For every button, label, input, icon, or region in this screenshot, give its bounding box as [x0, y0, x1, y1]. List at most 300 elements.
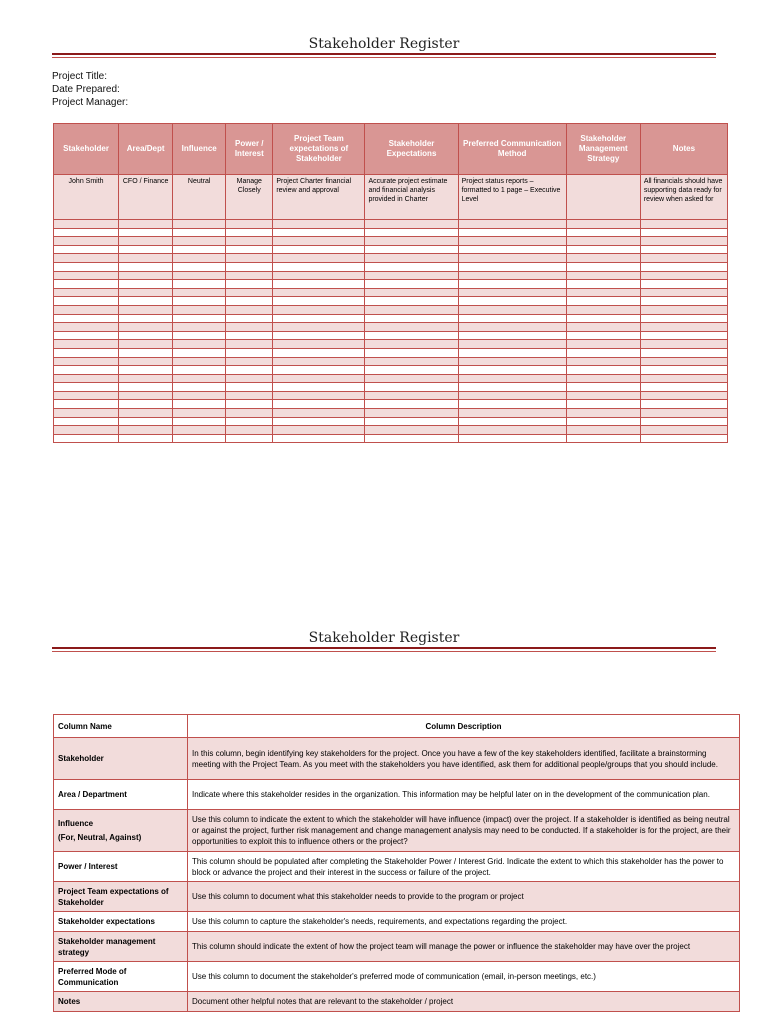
col-communication-method: Preferred Communication Method — [458, 124, 566, 175]
empty-cell[interactable] — [54, 426, 119, 435]
row-name-main: Influence — [58, 819, 94, 828]
cell-area-dept[interactable]: CFO / Finance — [119, 175, 173, 220]
row-name: Stakeholder expectations — [54, 912, 188, 932]
empty-cell[interactable] — [458, 409, 566, 418]
empty-cell[interactable] — [640, 409, 727, 418]
empty-cell[interactable] — [173, 426, 226, 435]
empty-cell[interactable] — [273, 366, 365, 375]
empty-cell[interactable] — [365, 357, 458, 366]
row-description: Use this column to document the stakeholder's preferred mode of communication (email, in-person meetings, etc.) — [188, 962, 740, 992]
empty-cell[interactable] — [54, 314, 119, 323]
cell-power-interest[interactable]: Manage Closely — [226, 175, 273, 220]
empty-cell[interactable] — [119, 254, 173, 263]
empty-cell[interactable] — [54, 374, 119, 383]
empty-cell[interactable] — [119, 400, 173, 409]
empty-cell[interactable] — [119, 331, 173, 340]
empty-cell[interactable] — [458, 366, 566, 375]
cell-team-expectations[interactable]: Project Charter financial review and approval — [273, 175, 365, 220]
empty-cell[interactable] — [119, 417, 173, 426]
row-name: Project Team expectations of Stakeholder — [54, 882, 188, 912]
table-row — [54, 280, 728, 289]
cell-stakeholder-expectations[interactable]: Accurate project estimate and financial analysis provided in Charter — [365, 175, 458, 220]
empty-cell[interactable] — [458, 254, 566, 263]
empty-cell[interactable] — [566, 237, 640, 246]
empty-cell[interactable] — [640, 245, 727, 254]
empty-cell[interactable] — [365, 280, 458, 289]
empty-cell[interactable] — [226, 409, 273, 418]
empty-cell[interactable] — [119, 426, 173, 435]
table-row — [54, 297, 728, 306]
empty-cell[interactable] — [640, 254, 727, 263]
empty-cell[interactable] — [119, 374, 173, 383]
empty-cell[interactable] — [119, 262, 173, 271]
empty-cell[interactable] — [54, 348, 119, 357]
empty-cell[interactable] — [273, 391, 365, 400]
empty-cell[interactable] — [273, 383, 365, 392]
title-rule — [52, 53, 716, 55]
empty-cell[interactable] — [458, 417, 566, 426]
empty-cell[interactable] — [226, 426, 273, 435]
empty-cell[interactable] — [640, 357, 727, 366]
empty-cell[interactable] — [273, 237, 365, 246]
table-row — [54, 417, 728, 426]
col-power-interest: Power / Interest — [226, 124, 273, 175]
empty-cell[interactable] — [365, 348, 458, 357]
empty-cell[interactable] — [566, 314, 640, 323]
row-description: Use this column to document what this stakeholder needs to provide to the program or project — [188, 882, 740, 912]
empty-cell[interactable] — [226, 314, 273, 323]
empty-cell[interactable] — [173, 228, 226, 237]
empty-cell[interactable] — [54, 228, 119, 237]
empty-cell[interactable] — [458, 297, 566, 306]
empty-cell[interactable] — [119, 391, 173, 400]
table-row — [54, 175, 728, 220]
empty-cell[interactable] — [458, 314, 566, 323]
empty-cell[interactable] — [640, 297, 727, 306]
empty-cell[interactable] — [226, 262, 273, 271]
empty-cell[interactable] — [273, 434, 365, 443]
empty-cell[interactable] — [566, 417, 640, 426]
col-area-dept: Area/Dept — [119, 124, 173, 175]
empty-cell[interactable] — [458, 391, 566, 400]
empty-cell[interactable] — [226, 237, 273, 246]
empty-cell[interactable] — [640, 305, 727, 314]
empty-cell[interactable] — [54, 245, 119, 254]
empty-cell[interactable] — [54, 297, 119, 306]
row-description: Use this column to indicate the extent to which the stakeholder will have influence (impact) over the project. If a stakeholder is identified as being neutral or against the project, further risk management and change management analysis may need to be conducted. If a stakeholder is for the project, are their opportunities to exploit this to influence others or the project? — [188, 810, 740, 852]
empty-cell[interactable] — [365, 374, 458, 383]
empty-cell[interactable] — [566, 434, 640, 443]
empty-cell[interactable] — [173, 262, 226, 271]
empty-cell[interactable] — [566, 426, 640, 435]
empty-cell[interactable] — [566, 400, 640, 409]
table-row — [54, 366, 728, 375]
empty-cell[interactable] — [566, 340, 640, 349]
page2-title-rule — [52, 647, 716, 649]
empty-cell[interactable] — [226, 220, 273, 229]
empty-cell[interactable] — [54, 391, 119, 400]
empty-cell[interactable] — [458, 331, 566, 340]
empty-cell[interactable] — [119, 228, 173, 237]
empty-cell[interactable] — [566, 288, 640, 297]
table-row — [54, 426, 728, 435]
empty-cell[interactable] — [226, 305, 273, 314]
table-row — [54, 400, 728, 409]
empty-cell[interactable] — [640, 237, 727, 246]
empty-cell[interactable] — [119, 305, 173, 314]
empty-cell[interactable] — [365, 305, 458, 314]
empty-cell[interactable] — [173, 391, 226, 400]
desc-header-row — [54, 715, 740, 738]
empty-cell[interactable] — [566, 280, 640, 289]
empty-cell[interactable] — [458, 400, 566, 409]
empty-cell[interactable] — [226, 228, 273, 237]
empty-cell[interactable] — [640, 383, 727, 392]
row-description: Indicate where this stakeholder resides in the organization. This information may be helpful later on in the development of the communication plan. — [188, 780, 740, 810]
table-row — [54, 932, 740, 962]
empty-cell[interactable] — [119, 340, 173, 349]
empty-cell[interactable] — [458, 228, 566, 237]
empty-cell[interactable] — [640, 366, 727, 375]
col-management-strategy: Stakeholder Management Strategy — [566, 124, 640, 175]
empty-cell[interactable] — [566, 305, 640, 314]
empty-cell[interactable] — [365, 323, 458, 332]
empty-cell[interactable] — [566, 383, 640, 392]
empty-cell[interactable] — [226, 297, 273, 306]
empty-cell[interactable] — [173, 323, 226, 332]
col-team-expectations: Project Team expectations of Stakeholder — [273, 124, 365, 175]
empty-cell[interactable] — [458, 305, 566, 314]
empty-cell[interactable] — [365, 391, 458, 400]
empty-cell[interactable] — [458, 357, 566, 366]
table-row — [54, 391, 728, 400]
empty-cell[interactable] — [365, 366, 458, 375]
empty-cell[interactable] — [640, 417, 727, 426]
empty-cell[interactable] — [173, 314, 226, 323]
empty-cell[interactable] — [458, 374, 566, 383]
cell-notes[interactable]: All financials should have supporting data ready for review when asked for — [640, 175, 727, 220]
empty-cell[interactable] — [640, 391, 727, 400]
row-description: This column should be populated after completing the Stakeholder Power / Interest Grid. Indicate the extent to which this stakeholder has the power to block or advance the project and their interest in the success or failure of the project. — [188, 852, 740, 882]
empty-cell[interactable] — [640, 314, 727, 323]
empty-cell[interactable] — [54, 340, 119, 349]
table-row — [54, 271, 728, 280]
empty-cell[interactable] — [119, 271, 173, 280]
cell-influence[interactable]: Neutral — [173, 175, 226, 220]
empty-cell[interactable] — [119, 409, 173, 418]
empty-cell[interactable] — [640, 228, 727, 237]
empty-cell[interactable] — [640, 220, 727, 229]
empty-cell[interactable] — [173, 245, 226, 254]
empty-cell[interactable] — [273, 288, 365, 297]
empty-cell[interactable] — [566, 245, 640, 254]
empty-cell[interactable] — [365, 228, 458, 237]
empty-cell[interactable] — [640, 374, 727, 383]
empty-cell[interactable] — [226, 331, 273, 340]
empty-cell[interactable] — [226, 340, 273, 349]
table-row — [54, 331, 728, 340]
empty-cell[interactable] — [640, 323, 727, 332]
empty-cell[interactable] — [226, 280, 273, 289]
empty-cell[interactable] — [273, 357, 365, 366]
empty-cell[interactable] — [458, 237, 566, 246]
stakeholder-register-table — [53, 123, 728, 443]
empty-cell[interactable] — [173, 237, 226, 246]
cell-stakeholder[interactable]: John Smith — [54, 175, 119, 220]
empty-cell[interactable] — [273, 409, 365, 418]
empty-cell[interactable] — [365, 297, 458, 306]
empty-cell[interactable] — [273, 245, 365, 254]
row-name: Power / Interest — [54, 852, 188, 882]
empty-cell[interactable] — [173, 366, 226, 375]
empty-cell[interactable] — [173, 383, 226, 392]
empty-cell[interactable] — [640, 288, 727, 297]
empty-cell[interactable] — [640, 262, 727, 271]
table-row — [54, 912, 740, 932]
empty-cell[interactable] — [365, 434, 458, 443]
empty-cell[interactable] — [54, 400, 119, 409]
empty-cell[interactable] — [365, 426, 458, 435]
empty-cell[interactable] — [119, 280, 173, 289]
empty-cell[interactable] — [566, 391, 640, 400]
empty-cell[interactable] — [365, 254, 458, 263]
empty-cell[interactable] — [54, 254, 119, 263]
empty-cell[interactable] — [54, 331, 119, 340]
empty-cell[interactable] — [365, 417, 458, 426]
empty-cell[interactable] — [566, 262, 640, 271]
empty-cell[interactable] — [54, 220, 119, 229]
empty-cell[interactable] — [273, 305, 365, 314]
empty-cell[interactable] — [226, 348, 273, 357]
empty-cell[interactable] — [365, 271, 458, 280]
table-row — [54, 434, 728, 443]
empty-cell[interactable] — [226, 383, 273, 392]
empty-cell[interactable] — [566, 409, 640, 418]
empty-cell[interactable] — [273, 348, 365, 357]
empty-cell[interactable] — [273, 417, 365, 426]
page2-title-rule-thin — [52, 651, 716, 652]
project-manager-field[interactable]: Project Manager: — [52, 97, 129, 108]
empty-cell[interactable] — [458, 340, 566, 349]
empty-cell[interactable] — [273, 254, 365, 263]
cell-communication-method[interactable]: Project status reports – formatted to 1 page – Executive Level — [458, 175, 566, 220]
column-name-header: Column Name — [54, 715, 188, 738]
empty-cell[interactable] — [273, 297, 365, 306]
empty-cell[interactable] — [119, 357, 173, 366]
table-row — [54, 357, 728, 366]
empty-cell[interactable] — [273, 220, 365, 229]
empty-cell[interactable] — [54, 383, 119, 392]
empty-cell[interactable] — [173, 374, 226, 383]
empty-cell[interactable] — [365, 340, 458, 349]
empty-cell[interactable] — [273, 340, 365, 349]
empty-cell[interactable] — [273, 228, 365, 237]
empty-cell[interactable] — [566, 357, 640, 366]
empty-cell[interactable] — [173, 271, 226, 280]
empty-cell[interactable] — [640, 434, 727, 443]
empty-cell[interactable] — [226, 357, 273, 366]
empty-cell[interactable] — [365, 245, 458, 254]
empty-cell[interactable] — [54, 305, 119, 314]
empty-cell[interactable] — [54, 409, 119, 418]
empty-cell[interactable] — [640, 271, 727, 280]
empty-cell[interactable] — [365, 383, 458, 392]
empty-cell[interactable] — [365, 237, 458, 246]
empty-cell[interactable] — [226, 245, 273, 254]
empty-cell[interactable] — [273, 271, 365, 280]
empty-cell[interactable] — [119, 245, 173, 254]
cell-management-strategy[interactable] — [566, 175, 640, 220]
empty-cell[interactable] — [273, 314, 365, 323]
empty-cell[interactable] — [273, 331, 365, 340]
empty-cell[interactable] — [226, 434, 273, 443]
row-name: Area / Department — [54, 780, 188, 810]
empty-cell[interactable] — [273, 426, 365, 435]
empty-cell[interactable] — [458, 348, 566, 357]
date-prepared-field[interactable]: Date Prepared: — [52, 84, 120, 95]
empty-cell[interactable] — [54, 288, 119, 297]
empty-cell[interactable] — [273, 400, 365, 409]
table-row — [54, 852, 740, 882]
empty-cell[interactable] — [54, 323, 119, 332]
empty-cell[interactable] — [226, 417, 273, 426]
table-row — [54, 254, 728, 263]
table-row — [54, 288, 728, 297]
empty-cell[interactable] — [54, 434, 119, 443]
empty-cell[interactable] — [54, 357, 119, 366]
empty-cell[interactable] — [119, 288, 173, 297]
empty-cell[interactable] — [226, 374, 273, 383]
empty-cell[interactable] — [173, 348, 226, 357]
empty-cell[interactable] — [365, 220, 458, 229]
empty-cell[interactable] — [365, 331, 458, 340]
empty-cell[interactable] — [173, 288, 226, 297]
empty-cell[interactable] — [119, 297, 173, 306]
column-description-header: Column Description — [188, 715, 740, 738]
empty-cell[interactable] — [365, 314, 458, 323]
row-description: This column should indicate the extent of how the project team will manage the power or influence the stakeholder may have over the project — [188, 932, 740, 962]
empty-cell[interactable] — [566, 348, 640, 357]
empty-cell[interactable] — [458, 245, 566, 254]
empty-cell[interactable] — [119, 366, 173, 375]
empty-cell[interactable] — [119, 220, 173, 229]
empty-cell[interactable] — [566, 271, 640, 280]
empty-cell[interactable] — [173, 297, 226, 306]
table-row — [54, 305, 728, 314]
empty-cell[interactable] — [173, 417, 226, 426]
empty-cell[interactable] — [365, 262, 458, 271]
empty-cell[interactable] — [173, 400, 226, 409]
empty-cell[interactable] — [173, 220, 226, 229]
empty-cell[interactable] — [173, 331, 226, 340]
empty-cell[interactable] — [458, 271, 566, 280]
table-row — [54, 245, 728, 254]
empty-cell[interactable] — [54, 366, 119, 375]
empty-cell[interactable] — [119, 323, 173, 332]
empty-cell[interactable] — [119, 348, 173, 357]
table-row — [54, 738, 740, 780]
empty-cell[interactable] — [566, 323, 640, 332]
empty-cell[interactable] — [173, 434, 226, 443]
empty-cell[interactable] — [54, 271, 119, 280]
empty-cell[interactable] — [365, 400, 458, 409]
empty-cell[interactable] — [273, 262, 365, 271]
empty-cell[interactable] — [566, 220, 640, 229]
empty-cell[interactable] — [173, 280, 226, 289]
empty-cell[interactable] — [54, 262, 119, 271]
empty-cell[interactable] — [54, 237, 119, 246]
empty-cell[interactable] — [458, 220, 566, 229]
empty-cell[interactable] — [458, 426, 566, 435]
empty-cell[interactable] — [640, 400, 727, 409]
empty-cell[interactable] — [54, 417, 119, 426]
empty-cell[interactable] — [458, 280, 566, 289]
col-notes: Notes — [640, 124, 727, 175]
empty-cell[interactable] — [566, 374, 640, 383]
empty-cell[interactable] — [226, 391, 273, 400]
empty-cell[interactable] — [173, 340, 226, 349]
empty-cell[interactable] — [173, 409, 226, 418]
table-row — [54, 314, 728, 323]
empty-cell[interactable] — [119, 314, 173, 323]
empty-cell[interactable] — [640, 340, 727, 349]
empty-cell[interactable] — [365, 288, 458, 297]
empty-cell[interactable] — [640, 331, 727, 340]
empty-cell[interactable] — [226, 271, 273, 280]
empty-cell[interactable] — [119, 434, 173, 443]
empty-cell[interactable] — [226, 400, 273, 409]
empty-cell[interactable] — [226, 254, 273, 263]
empty-cell[interactable] — [273, 374, 365, 383]
table-row — [54, 374, 728, 383]
empty-cell[interactable] — [640, 348, 727, 357]
empty-cell[interactable] — [458, 434, 566, 443]
empty-cell[interactable] — [458, 323, 566, 332]
empty-cell[interactable] — [365, 409, 458, 418]
project-title-field[interactable]: Project Title: — [52, 71, 108, 82]
table-row — [54, 810, 740, 852]
row-name — [54, 810, 188, 852]
table-row — [54, 962, 740, 992]
empty-cell[interactable] — [119, 237, 173, 246]
empty-cell[interactable] — [173, 254, 226, 263]
empty-cell[interactable] — [273, 280, 365, 289]
empty-cell[interactable] — [566, 331, 640, 340]
empty-cell[interactable] — [566, 254, 640, 263]
empty-cell[interactable] — [640, 426, 727, 435]
empty-cell[interactable] — [566, 228, 640, 237]
table-row — [54, 780, 740, 810]
empty-cell[interactable] — [458, 288, 566, 297]
empty-cell[interactable] — [458, 383, 566, 392]
empty-cell[interactable] — [273, 323, 365, 332]
empty-cell[interactable] — [566, 366, 640, 375]
empty-cell[interactable] — [226, 323, 273, 332]
empty-cell[interactable] — [226, 288, 273, 297]
page2-title: Stakeholder Register — [308, 630, 460, 646]
empty-cell[interactable] — [226, 366, 273, 375]
empty-cell[interactable] — [566, 297, 640, 306]
column-description-table — [53, 714, 740, 1012]
row-name: Stakeholder — [54, 738, 188, 780]
empty-cell[interactable] — [458, 262, 566, 271]
empty-cell[interactable] — [173, 357, 226, 366]
empty-cell[interactable] — [640, 280, 727, 289]
empty-cell[interactable] — [54, 280, 119, 289]
table-row — [54, 992, 740, 1012]
empty-cell[interactable] — [173, 305, 226, 314]
empty-cell[interactable] — [119, 383, 173, 392]
